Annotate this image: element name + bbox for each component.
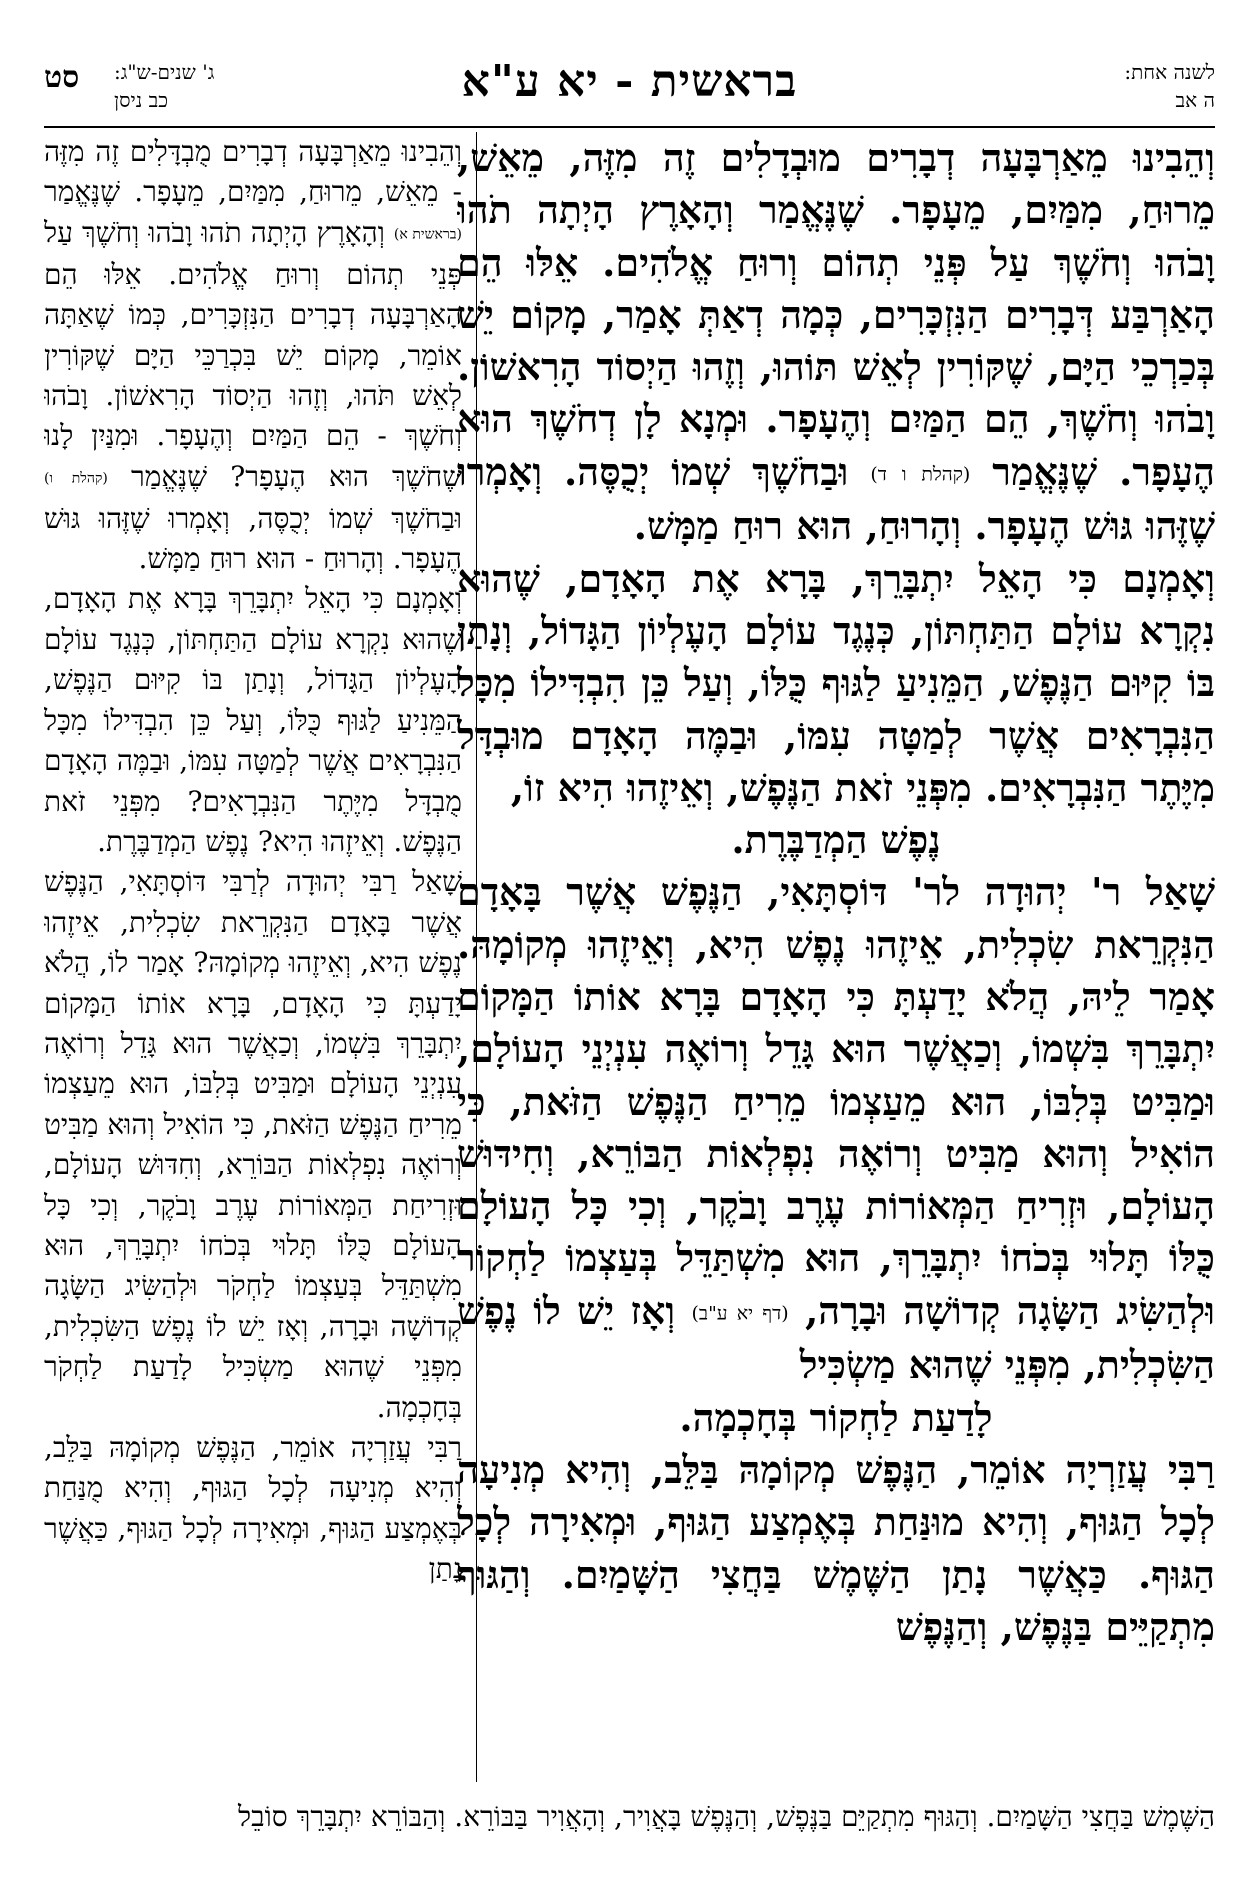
side-paragraph-2: וְאָמְנָם כִּי הָאֵל יִתְבָּרֵךְ בָּרָא אֶת הָאָדָם, שֶׁהוּא נִקְרָא עוֹלָם הַתַּחְתּוֹן, כְּנֶגֶד עוֹלָם הָעֶלְיוֹן הַגָּדוֹל, וְנָתַן בּוֹ קִיּוּם הַנֶּפֶשׁ, הַמֵּנִיעַ לַגּוּף כֻּלּוֹ, וְעַל כֵּן הִבְדִּילוֹ מִכָּל הַנִּבְרָאִים אֲשֶׁר לְמַטָּה עִמּוֹ, וּבַמֶּה הָאָדָם מֻבְדָּל מִיֶּתֶר הַנִּבְרָאִים? מִפְּנֵי זֹאת הַנֶּפֶשׁ. וְאֵיזֶהוּ הִיא? נֶפֶשׁ הַמְדַבֶּרֶת. (44, 582, 462, 858)
one-year-date: ה אב (1175, 88, 1215, 112)
main-paragraph-text: וּבַחֹשֶׁךְ שְׁמוֹ יְכֻסֶּה. וְאָמְרוּ שֶׁזֶּהוּ גּוּשׁ הֶעָפָר. וְהָרוּחַ, הוּא רוּחַ מַמָּשׁ. (457, 448, 1215, 549)
three-year-label: ג' שנים-ש"ג: (114, 60, 215, 84)
main-paragraph-2-tail: נֶפֶשׁ הַמְדַבֶּרֶת. (731, 817, 941, 863)
main-paragraph-text: רַבִּי עֲזַרְיָה אוֹמֵר, הַנֶּפֶשׁ מְקוֹמָהּ בַּלֵּב, וְהִיא מְנִיעָה לְכָל הַגּוּף, וְהִיא מוּנַּחַת בְּאֶמְצַע הַגּוּף, וּמְאִירָה לְכָל הַגּוּף. כַּאֲשֶׁר נָתַן הַשֶּׁמֶשׁ בַּחֲצִי הַשָּׁמַיִם. וְהַגּוּף מִתְקַיֵּים בַּנֶּפֶשׁ, וְהַנֶּפֶשׁ (457, 1446, 1215, 1649)
continuation-line: הַשֶּׁמֶשׁ בַּחֲצִי הַשָּׁמַיִם. וְהַגּוּף מִתְקַיֵּם בַּנֶּפֶשׁ, וְהַנֶּפֶשׁ בָּאֲוִיר, וְהָאֲוִיר בַּבּוֹרֵא. וְהַבּוֹרֵא יִתְבָּרֵךְ סוֹבֵל (238, 1800, 1215, 1833)
three-year-schedule (114, 58, 344, 114)
side-paragraph-text: וְהָאָרֶץ הָיְתָה תֹהוּ וָבֹהוּ וְחֹשֶׁךְ עַל פְּנֵי תְהוֹם וְרוּחַ אֱלֹהִים. אֵלּוּ הֵם הָאַרְבָּעָה דְבָרִים הַנִּזְכָּרִים, כְּמוֹ שֶׁאַתָּה אוֹמֵר, מָקוֹם יֵשׁ בִּכְרַכֵּי הַיָּם שֶׁקּוֹרִין לְאֵשׁ תֹּהוּ, וְזֶהוּ הַיְסוֹד הָרִאשׁוֹן. וָבֹהוּ וְחֹשֶׁךְ - הֵם הַמַּיִם וְהֶעָפָר. וּמִנַּיִן לָנוּ שֶׁחֹשֶׁךְ הוּא הֶעָפָר? שֶׁנֶּאֱמַר (44, 215, 462, 493)
translation-column (44, 132, 462, 1792)
main-paragraph-1 (457, 132, 1215, 553)
three-year-date: כב ניסן (114, 88, 168, 112)
side-paragraph-4: רַבִּי עֲזַרְיָה אוֹמֵר, הַנֶּפֶשׁ מְקוֹמָהּ בַּלֵּב, וְהִיא מְנִיעָה לְכָל הַגּוּף, וְהִיא מֻנַּחַת בְּאֶמְצַע הַגּוּף, וּמְאִירָה לְכָל הַגּוּף, כַּאֲשֶׁר נָתַן (44, 1431, 462, 1586)
verse-reference: (בראשית א) (393, 226, 462, 243)
page-reference: (דף יא ע"ב) (691, 1302, 789, 1325)
header-rule (44, 126, 1215, 128)
main-paragraph-text: וְאָמְנָם כִּי הָאֵל יִתְבָּרֵךְ, בָּרָא אֶת הָאָדָם, שֶׁהוּא נִקְרָא עוֹלָם הַתַּחְתּוֹן, כְּנֶגֶד עוֹלָם הָעֶלְיוֹן הַגָּדוֹל, וְנָתַן בּוֹ קִיּוּם הַנֶּפֶשׁ, הַמֵּנִיעַ לַגּוּף כֻּלּוֹ, וְעַל כֵּן הִבְדִּילוֹ מִכָּל הַנִּבְרָאִים אֲשֶׁר לְמַטָּה עִמּוֹ, וּבַמֶּה הָאָדָם מוּבְדָּל מִיֶּתֶר הַנִּבְרָאִים. מִפְּנֵי זֹאת הַנֶּפֶשׁ, וְאֵיזֶהוּ הִיא זוֹ, (457, 555, 1215, 810)
column-divider (476, 132, 477, 1782)
verse-reference: (קהלת ו ד) (870, 463, 971, 486)
main-paragraph-text: וְהֵבִינוּ מֵאַרְבָּעָה דְבָרִים מוּבְדָלִים זֶה מִזֶּה, מֵאֵשׁ, מֵרוּחַ, מִמַּיִם, מֵעָפָר. שֶׁנֶּאֱמַר וְהָאָרֶץ הָיְתָה תֹהוּ וָבֹהוּ וְחֹשֶׁךְ עַל פְּנֵי תְהוֹם וְרוּחַ אֱלֹהִים. אֵלּוּ הֵם הָאַרְבַּע דְּבָרִים הַנִּזְכָּרִים, כְּמָה דְאַתְּ אָמַר, מָקוֹם יֵשׁ בְּכַרְכֵי הַיָּם, שֶׁקּוֹרִין לְאֵשׁ תּוֹהוּ, וְזֶהוּ הַיְסוֹד הָרִאשׁוֹן. וָבֹהוּ וְחֹשֶׁךְ, הֵם הַמַּיִם וְהֶעָפָר. וּמְנָא לָן דְחֹשֶׁךְ הוּא הֶעָפָר. שֶׁנֶּאֱמַר (457, 135, 1215, 494)
main-paragraph-4 (457, 1444, 1215, 1653)
main-paragraph-text: שָׁאַל ר' יְהוּדָה לר' דּוֹסְתָּאִי, הַנֶּפֶשׁ אֲשֶׁר בָּאָדָם הַנִּקְרֵאת שִׂכְלִית, אֵיזֶהוּ נֶפֶשׁ הִיא, וְאֵיזֶהוּ מְקוֹמָהּ. אָמַר לֵיהּ, הֲלֹא יָדַעְתָּ כִּי הָאָדָם בָּרָא אוֹתוֹ הַמָּקוֹם יִתְבָּרֵךְ בִּשְׁמוֹ, וְכַאֲשֶׁר הוּא גָּדֵל וְרוֹאֶה עִנְיְנֵי הָעוֹלָם, וּמַבִּיט בְּלִבּוֹ, הוּא מֵעַצְמוֹ מֵרִיחַ הַנֶּפֶשׁ הַזֹּאת, כִּי הוֹאִיל וְהוּא מַבִּיט וְרוֹאֶה נִפְלְאוֹת הַבּוֹרֵא, וְחִידּוּשׁ הָעוֹלָם, וּזְרִיחַ הַמְּאוֹרוֹת עֶרֶב וָבֹקֶר, וְכִי כָּל הָעוֹלָם כֻּלּוֹ תָּלוּי בְּכֹחוֹ יִתְבָּרֵךְ, הוּא מִשְׁתַּדֵּל בְּעַצְמוֹ לַחְקוֹר וּלְהַשִּׂיג הַשָּׂגָה קְדוֹשָׁה וּבָרָה, (457, 869, 1215, 1333)
side-paragraph-1 (44, 132, 462, 579)
side-paragraph-3: שָׁאַל רַבִּי יְהוּדָה לְרַבִּי דּוֹסְתָּאִי, הַנֶּפֶשׁ אֲשֶׁר בָּאָדָם הַנִּקְרֵאת שִׂכְלִית, אֵיזֶהוּ נֶפֶשׁ הִיא, וְאֵיזֶהוּ מְקוֹמָהּ? אָמַר לוֹ, הֲלֹא יָדַעְתָּ כִּי הָאָדָם, בָּרָא אוֹתוֹ הַמָּקוֹם יִתְבָּרֵךְ בִּשְׁמוֹ, וְכַאֲשֶׁר הוּא גָּדֵל וְרוֹאֶה עִנְיְנֵי הָעוֹלָם וּמַבִּיט בְּלִבּוֹ, הוּא מֵעַצְמוֹ מֵרִיחַ הַנֶּפֶשׁ הַזֹּאת, כִּי הוֹאִיל וְהוּא מַבִּיט וְרוֹאֶה נִפְלְאוֹת הַבּוֹרֵא, וְחִדּוּשׁ הָעוֹלָם, וּזְרִיחַת הַמְּאוֹרוֹת עֶרֶב וָבֹקֶר, וְכִי כָּל הָעוֹלָם כֻּלּוֹ תָּלוּי בְּכֹחוֹ יִתְבָּרֵךְ, הוּא מִשְׁתַּדֵּל בְּעַצְמוֹ לַחְקֹר וּלְהַשִּׂיג הַשָּׂגָה קְדוֹשָׁה וּבָרָה, וְאָז יֵשׁ לוֹ נֶפֶשׁ הַשִּׂכְלִית, מִפְּנֵי שֶׁהוּא מַשְׂכִּיל לָדַעַת לַחְקֹר בְּחָכְמָה. (44, 865, 462, 1424)
main-text-column (457, 132, 1215, 1792)
side-paragraph-text: וְהֵבִינוּ מֵאַרְבָּעָה דְבָרִים מֻבְדָּלִים זֶה מִזֶּה - מֵאֵשׁ, מֵרוּחַ, מִמַּיִם, מֵעָפָר. שֶׁנֶּאֱמַר (44, 135, 462, 209)
page-title: בראשית - יא ע"א (461, 56, 798, 107)
main-paragraph-2 (457, 553, 1215, 814)
side-paragraph-text: וּבַחֹשֶׁךְ שְׁמוֹ יְכֻסֶּה, וְאָמְרוּ שֶׁזֶּהוּ גּוּשׁ הֶעָפָר. וְהָרוּחַ - הוּא רוּחַ מַמָּשׁ. (44, 501, 462, 576)
one-year-label: לשנה אחת: (1124, 60, 1215, 84)
main-paragraph-3-tail: לָדַעַת לַחְקוֹר בְּחָכְמָה. (679, 1394, 993, 1440)
page-header (44, 52, 1215, 128)
verse-reference: (קהלת ו) (44, 470, 108, 487)
main-paragraph-text: וְאָז יֵשׁ לוֹ נֶפֶשׁ הַשִּׂכְלִית, מִפְּנֵי שֶׁהוּא מַשְׂכִּיל (457, 1287, 1215, 1388)
main-paragraph-3 (457, 866, 1215, 1391)
page-number: סט (44, 60, 80, 95)
